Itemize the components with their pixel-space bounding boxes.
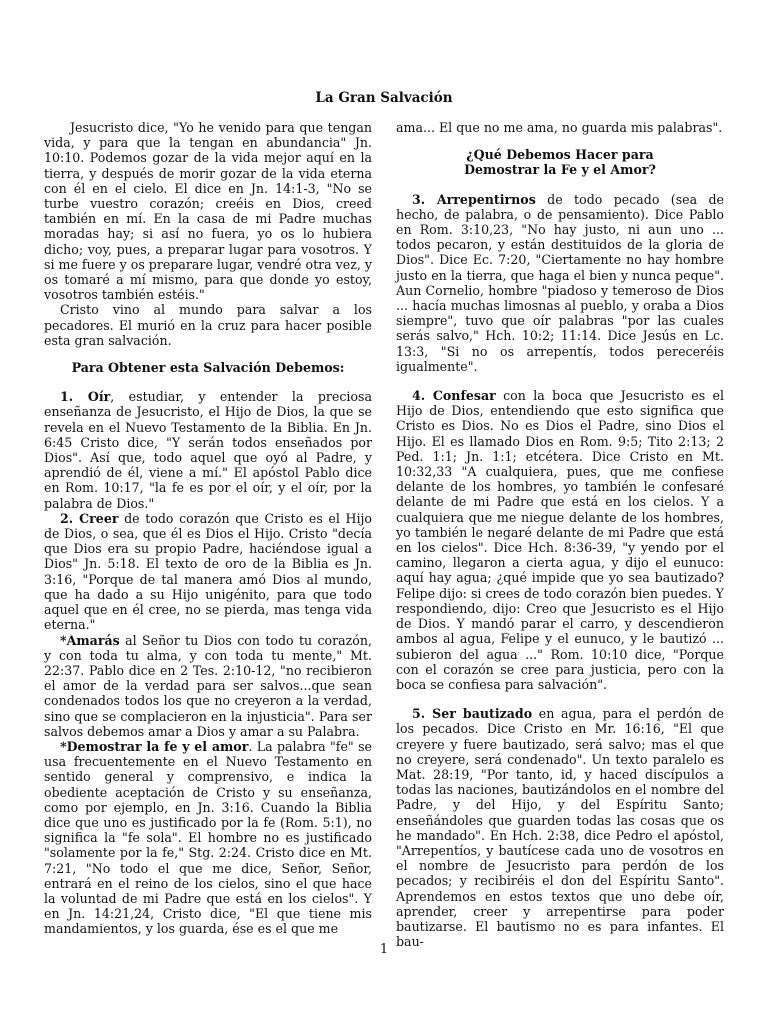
item-confesar [396,388,724,692]
right-column [396,120,724,949]
item-arrepentirnos-text: de todo pecado (sea de hecho, de palabra, o de pensamiento). Dice Pablo en Rom. 3:10,23, "No hay justo, ni aun uno ... todos pecaron, y están destituidos de la gloria de Dios". Dice Ec. 7:20, "Ciertamente no hay hombre justo en la tierra, que haga el bien y nunca peque". Aun Cornelio, hombre "piadoso y temeroso de Dios ... hacía muchas limosnas al pueblo, y oraba a Dios siempre", tuvo que oír palabras "por las cuales serás salvo," Hch. 10:2; 11:14. Dice Jesús en Lc. 13:3, "Si no os arrepentís, todos pereceréis igualmente". [396,191,724,374]
intro-paragraph: Jesucristo dice, "Yo he venido para que tengan vida, y para que la tengan en abundancia" Jn. 10:10. Podemos gozar de la vida mejor aquí en la tierra, y después de morir gozar de la vida eterna con él en el cielo. El dice en Jn. 14:1-3, "No se turbe vuestro corazón; creéis en Dios, creed también en mí. En la casa de mi Padre muchas moradas hay; si así no fuera, yo os lo hubiera dicho; voy, pues, a preparar lugar para vosotros. Y si me fuere y os preparare lugar, vendré otra vez, y os tomaré a mí mismo, para que donde yo estoy, vosotros también estéis." [44,120,372,303]
item-demostrar [44,739,372,937]
page-number: 1 [379,942,389,957]
continued-paragraph: ama... El que no me ama, no guarda mis palabras". [396,120,723,135]
item-demostrar-label: *Demostrar la fe y el amor [60,738,249,754]
item-bautizado [396,706,724,949]
item-arrepentirnos [396,192,724,374]
item-creer-label: 2. Creer [60,510,119,526]
item-creer [44,511,372,633]
item-amar [44,633,372,739]
heading-line-2: Demostrar la Fe y el Amor? [464,162,656,178]
item-bautizado-text: en agua, para el perdón de los pecados. Dice Cristo en Mr. 16:16, "El que creyere y fuere bautizado, será salvo; mas el que no creyere, será condenado". Un texto paralelo es Mat. 28:19, "Por tanto, id, y haced discípulos a todas las naciones, bautizándolos en el nombre del Padre, y del Hijo, y del Espíritu Santo; enseñándoles que guarden todas las cosas que os he mandado". En Hch. 2:38, dice Pedro el apóstol, "Arrepentíos, y bautícese cada uno de vosotros en el nombre de Jesucristo para perdón de los pecados; y recibiréis el don del Espíritu Santo". Aprendemos en estos textos que uno debe oír, aprender, creer y arrepentirse para poder bautizarse. El bautismo no es para infantes. El bau- [396,706,724,950]
item-bautizado-label: 5. Ser bautizado [412,706,533,722]
heading-line-1: ¿Qué Debemos Hacer para [466,147,654,163]
item-amar-label: *Amarás [60,632,120,648]
item-creer-text: de todo corazón que Cristo es el Hijo de Dios, o sea, que él es Dios el Hijo. Cristo "decía que Dios era su propio Padre, haciéndose igual a Dios" Jn. 5:18. El texto de oro de la Biblia es Jn. 3:16, "Porque de tal manera amó Dios al mundo, que ha dado a su Hijo unigénito, para que todo aquel que en él cree, no se pierda, mas tenga vida eterna." [44,510,372,633]
item-arrepentirnos-label: 3. Arrepentirnos [412,191,536,207]
item-confesar-text: con la boca que Jesucristo es el Hijo de Dios, entendiendo que esto significa que Cristo es Dios. No es Dios el Padre, sino Dios el Hijo. El es llamado Dios en Rom. 9:5; Tito 2:13; 2 Ped. 1:1; Jn. 1:1; etcétera. Dice Cristo en Mt. 10:32,33 "A cualquiera, pues, que me confiese delante de los hombres, yo también le confesaré delante de mi Padre que está en los cielos. Y a cualquiera que me niegue delante de los hombres, yo también le negaré delante de mi Padre que está en los cielos". Dice Hch. 8:36-39, "y yendo por el camino, llegaron a cierta agua, y dijo el eunuco: aquí hay agua; ¿qué impide que yo sea bautizado? Felipe dijo: si crees de todo corazón bien puedes. Y respondiendo, dijo: Creo que Jesucristo es el Hijo de Dios. Y mandó parar el carro, y descendieron ambos al agua, Felipe y el eunuco, y le bautizó ... subieron del agua ..." Rom. 10:10 dice, "Porque con el corazón se cree para justicia, pero con la boca se confiesa para salvación". [396,388,724,692]
item-demostrar-text: . La palabra "fe" se usa frecuentemente en el Nuevo Testamento en sentido general y comprensivo, e indica la obediente aceptación de Cristo y su enseñanza, como por ejemplo, en Jn. 3:16. Cuando la Biblia dice que uno es justificado por la fe (Rom. 5:1), no significa la "fe sola". El hombre no es justificado "solamente por la fe," Stg. 2:24. Cristo dice en Mt. 7:21, "No todo el que me dice, Señor, Señor, entrará en el reino de los cielos, sino el que hace la voluntad de mi Padre que está en los cielos". Y en Jn. 14:21,24, Cristo dice, "El que tiene mis mandamientos, y los guarda, ése es el que me [44,738,373,937]
item-oir [44,389,372,511]
salvation-paragraph: Cristo vino al mundo para salvar a los pecadores. El murió en la cruz para hacer posible esta gran salvación. [44,302,372,348]
left-column [44,120,372,937]
item-oir-label: 1. Oír [60,389,111,405]
item-amar-text: al Señor tu Dios con todo tu corazón, y con toda tu alma, y con toda tu mente," Mt. 22:37. Pablo dice en 2 Tes. 2:10-12, "no recibieron el amor de la verdad para ser salvos...que sean condenados todos los que no creyeron a la verdad, sino que se complacieron en la injusticia". Para ser salvos debemos amar a Dios y amar a su Palabra. [44,632,372,739]
item-oir-text: , estudiar, y entender la preciosa enseñanza de Jesucristo, el Hijo de Dios, la que se revela en el Nuevo Testamento de la Biblia. En Jn. 6:45 Cristo dice, "Y serán todos enseñados por Dios". Así que, todo aquel que oyó al Padre, y aprendió de él, viene a mí." El apóstol Pablo dice en Rom. 10:17, "la fe es por el oír, y el oír, por la palabra de Dios." [44,389,373,511]
section-heading-obtain: Para Obtener esta Salvación Debemos: [71,360,345,376]
page-title: La Gran Salvación [315,90,453,106]
item-confesar-label: 4. Confesar [412,388,496,404]
section-heading-demonstrate [396,147,724,177]
